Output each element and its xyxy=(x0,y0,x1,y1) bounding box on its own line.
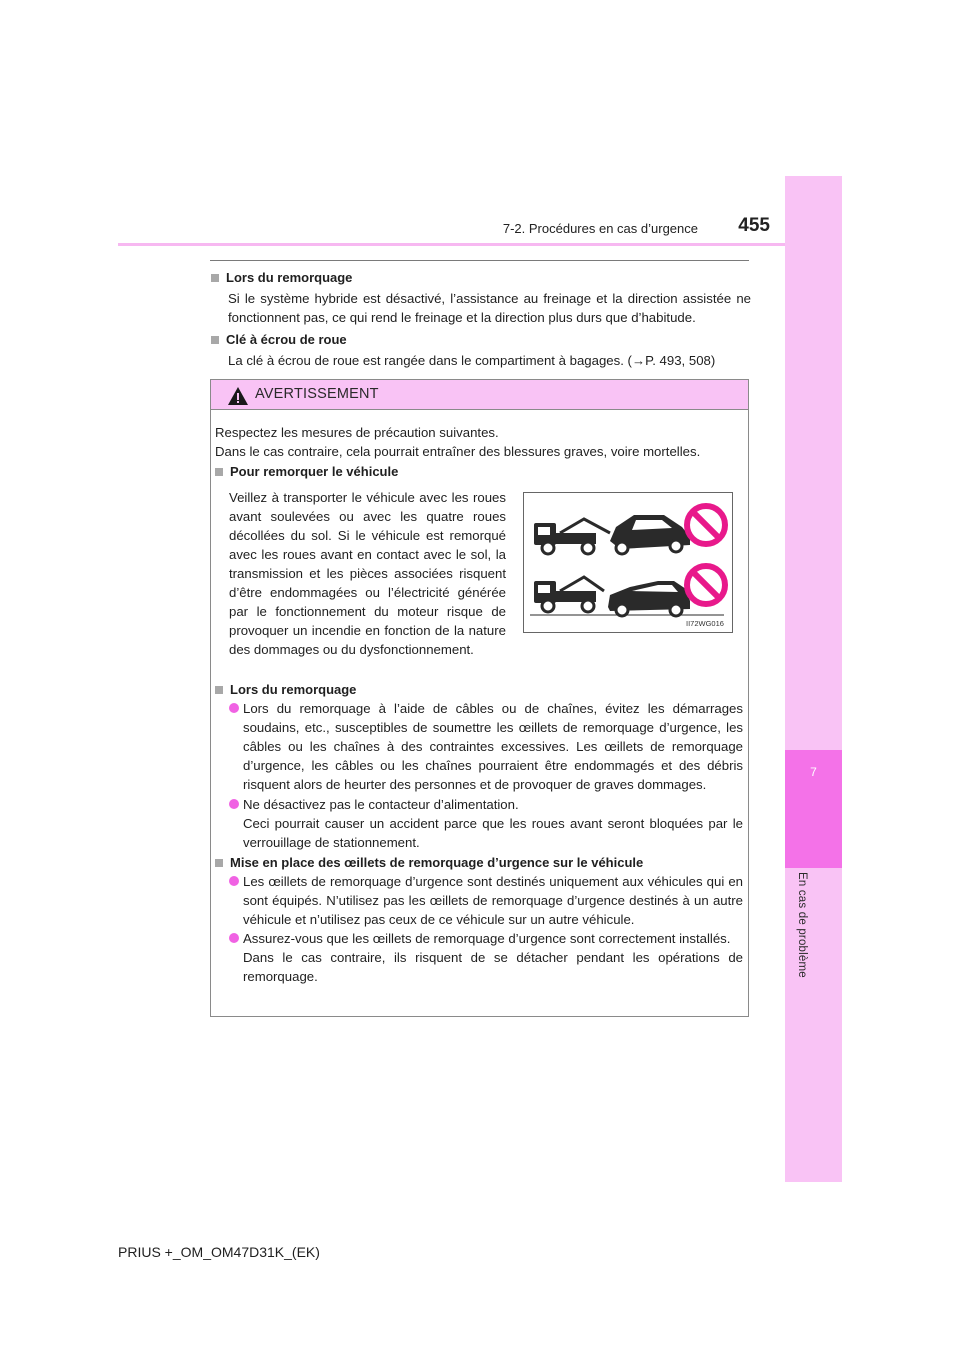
warning-bullet-item: Ne désactivez pas le contacteur d’alimentation. Ceci pourrait causer un accident parce que les roues avant seront bloquées par le verrouillage de stationnement. xyxy=(229,795,743,852)
section-heading: Clé à écrou de roue xyxy=(211,330,751,349)
warning-section-heading: Lors du remorquage xyxy=(215,680,745,699)
prohibition-icon xyxy=(687,506,725,544)
square-bullet-icon xyxy=(215,468,223,476)
warning-intro xyxy=(215,423,745,461)
intro-section-wrench xyxy=(211,330,751,370)
bullet-dot-icon xyxy=(229,876,239,886)
towed-car-icon xyxy=(608,581,690,616)
towed-car-icon xyxy=(610,515,690,554)
section-text: La clé à écrou de roue est rangée dans le compartiment à bagages. (→P. 493, 508) xyxy=(228,353,716,368)
side-tab xyxy=(785,176,842,1182)
warning-bullet-item: Assurez-vous que les œillets de remorquage d’urgence sont correctement installés. Dans le cas contraire, ils risquent de se détacher pendant les opérations de remorquage. xyxy=(229,929,743,986)
section-text: Si le système hybride est désactivé, l’assistance au freinage et la direction assistée ne fonctionnent pas, ce qui rend le freinage et la direction plus durs que d’habitude. xyxy=(228,291,751,325)
bullet-dot-icon xyxy=(229,703,239,713)
intro-section-towing xyxy=(211,268,751,327)
prohibited-towing-diagram xyxy=(524,493,732,632)
square-bullet-icon xyxy=(211,336,219,344)
tow-truck-icon xyxy=(534,577,604,612)
square-bullet-icon xyxy=(215,859,223,867)
warning-section-text: Veillez à transporter le véhicule avec les roues avant soulevées ou avec les quatre roues décollées du sol. Si le véhicule est remorqué avec les roues avant en contact avec le sol, la transmission et les pièces associées risquent d’être endommagées ou l’électricité générée par le fonctionnement du moteur risque de provoquer un incendie en fonction de la nature des dommages ou du dysfonctionnement. xyxy=(229,490,506,657)
chapter-title: En cas de problème xyxy=(796,872,808,978)
warning-bullet-item: Lors du remorquage à l’aide de câbles ou de chaînes, évitez les démarrages soudains, etc., susceptibles de soumettre les œillets de remorquage d’urgence, les câbles ou les chaînes à des contraintes excessives. Les œillets de remorquage d’urgence, les câbles ou les chaînes pourraient être endommagés et des débris risquent alors de heurter des personnes et de provoquer de graves dommages. xyxy=(229,699,743,794)
chapter-number: 7 xyxy=(810,765,817,779)
warning-intro-line: Dans le cas contraire, cela pourrait entraîner des blessures graves, voire mortelles. xyxy=(215,444,701,459)
prohibition-icon xyxy=(687,566,725,604)
header-section-title: 7-2. Procédures en cas d’urgence xyxy=(502,221,698,236)
towing-illustration xyxy=(523,492,733,633)
warning-bullet-item: Les œillets de remorquage d’urgence sont destinés uniquement aux véhicules qui en sont équipés. N’utilisez pas les œillets de remorquage d’urgence destinés à un autre véhicule et n’utilisez pas ceux de ce véhicule sur un autre véhicule. xyxy=(229,872,743,929)
warning-triangle-icon xyxy=(227,386,249,406)
square-bullet-icon xyxy=(215,686,223,694)
bullet-dot-icon xyxy=(229,799,239,809)
figure-code: II72WG016 xyxy=(686,619,724,628)
page-number: 455 xyxy=(738,215,770,236)
warning-intro-line: Respectez les mesures de précaution suivantes. xyxy=(215,425,499,440)
bullet-dot-icon xyxy=(229,933,239,943)
footer-model-code: PRIUS +_OM_OM47D31K_(EK) xyxy=(118,1244,320,1260)
tow-truck-icon xyxy=(534,519,610,554)
square-bullet-icon xyxy=(211,274,219,282)
warning-section-heading: Mise en place des œillets de remorquage d’urgence sur le véhicule xyxy=(215,853,745,872)
header-rule xyxy=(118,243,785,246)
warning-title: AVERTISSEMENT xyxy=(255,386,379,402)
content-rule xyxy=(210,260,749,261)
section-heading: Lors du remorquage xyxy=(211,268,751,287)
warning-section-heading: Pour remorquer le véhicule xyxy=(215,462,745,481)
